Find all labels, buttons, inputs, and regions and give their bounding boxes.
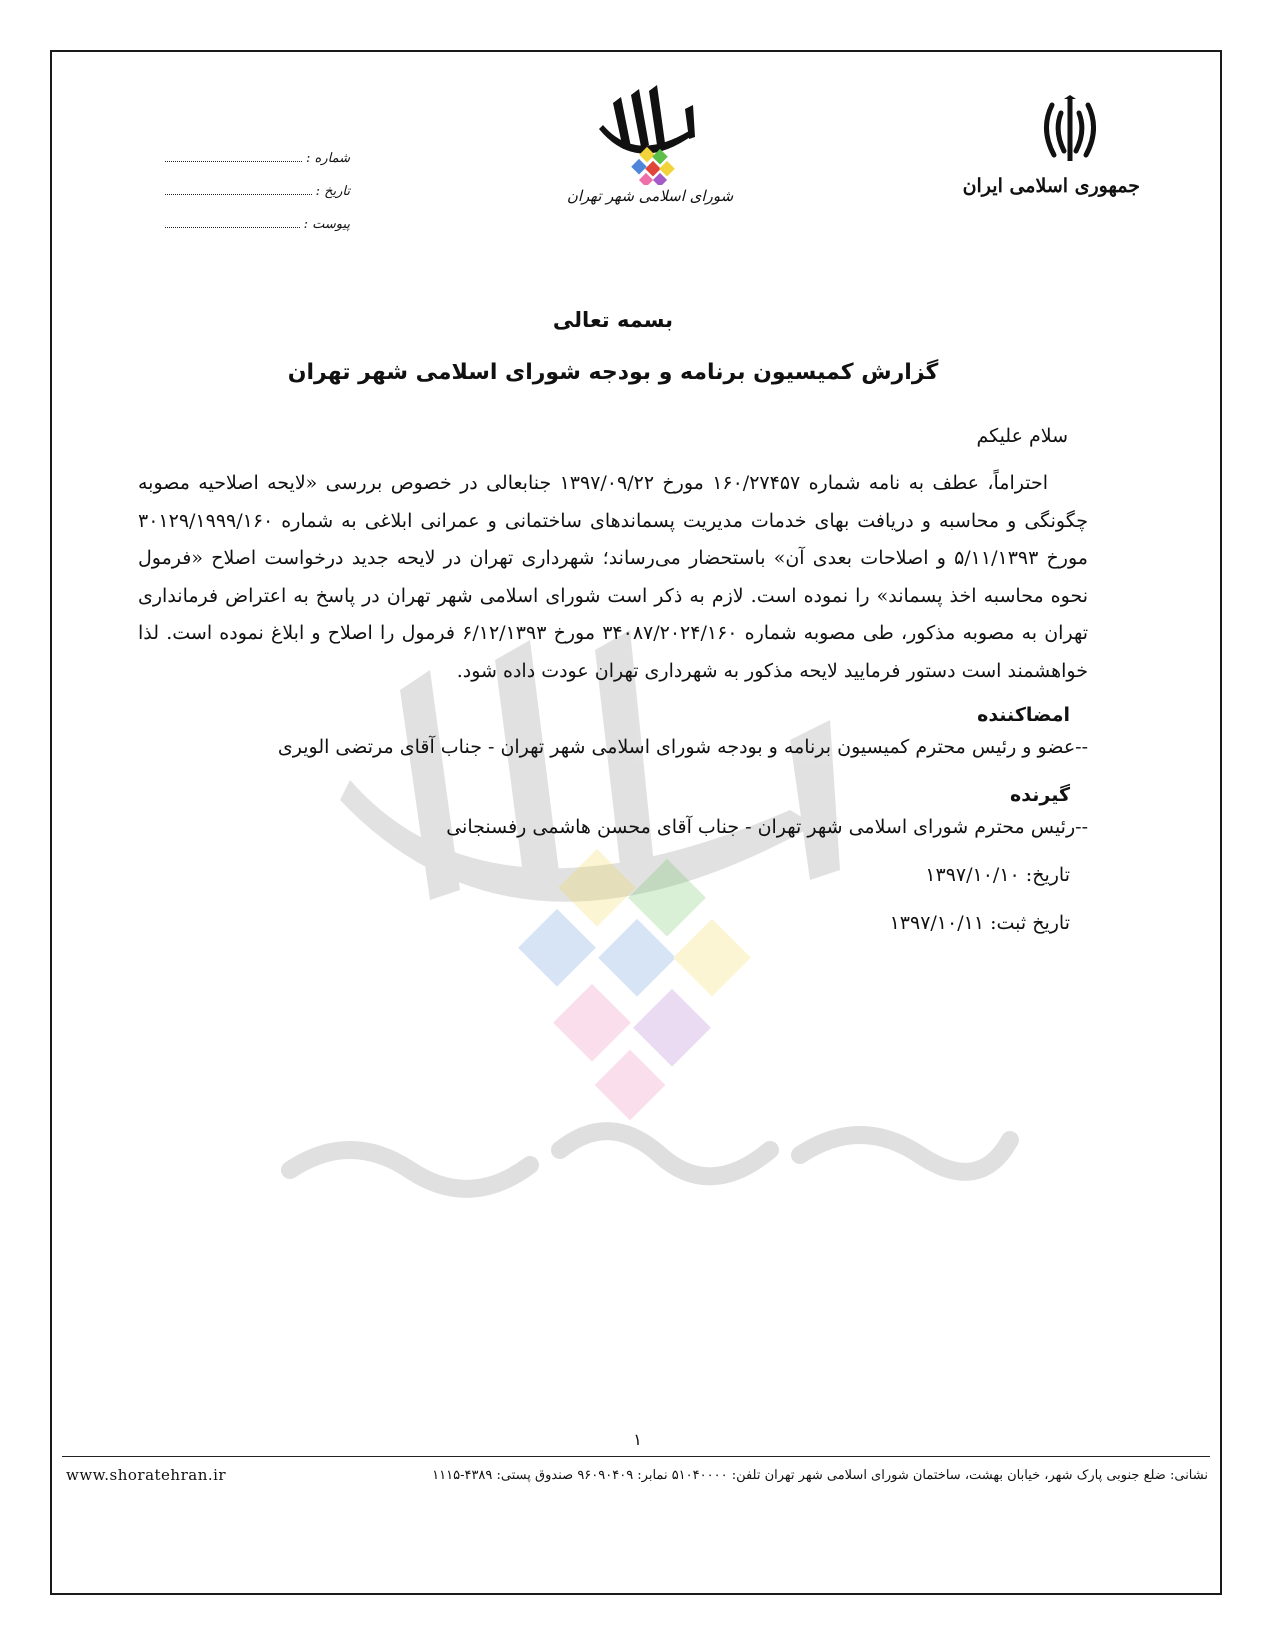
meta-number-label: شماره : <box>306 151 350 166</box>
council-logo-icon <box>585 85 715 185</box>
meta-date-row <box>165 166 350 199</box>
registration-date: تاریخ ثبت: ۱۳۹۷/۱۰/۱۱ <box>889 912 1070 934</box>
meta-attachment-line <box>165 227 300 228</box>
basmala: بسمه تعالی <box>552 308 674 332</box>
letter-meta <box>165 133 350 232</box>
letter-date: تاریخ: ۱۳۹۷/۱۰/۱۰ <box>925 864 1070 886</box>
document-title: گزارش کمیسیون برنامه و بودجه شورای اسلامی شهر تهران <box>287 360 939 385</box>
footer <box>66 1466 1208 1484</box>
meta-number-line <box>165 161 302 162</box>
footer-address: نشانی: ضلع جنوبی پارک شهر، خیابان بهشت، ساختمان شورای اسلامی شهر تهران تلفن: ۵۱۰۴۰۰۰۰ نمابر: ۹۶۰۹۰۴۰۹ صندوق پستی: ۴۳۸۹-۱۱۱۵ <box>432 1467 1208 1483</box>
recipient-heading: گیرنده <box>1010 784 1070 806</box>
iran-emblem-icon <box>1038 95 1102 167</box>
meta-date-label: تاریخ : <box>315 184 350 199</box>
recipient-line: --رئیس محترم شورای اسلامی شهر تهران - جناب آقای محسن هاشمی رفسنجانی <box>446 816 1088 838</box>
council-caption: شورای اسلامی شهر تهران <box>566 187 734 205</box>
signatory-line: --عضو و رئیس محترم کمیسیون برنامه و بودجه شورای اسلامی شهر تهران - جناب آقای مرتضی الویری <box>277 736 1088 758</box>
body-paragraph: احتراماً، عطف به نامه شماره ۱۶۰/۲۷۴۵۷ مورخ ۱۳۹۷/۰۹/۲۲ جنابعالی در خصوص بررسی «لایحه اصلاحیه مصوبه چگونگی و محاسبه و دریافت بهای خدمات مدیریت پسماندهای ساختمانی و عمرانی ابلاغی به شماره ۳۰۱۲۹/۱۹۹۹/۱۶۰ مورخ ۵/۱۱/۱۳۹۳ و اصلاحات بعدی آن» باستحضار می‌رساند؛ شهرداری تهران در لایحه جدید درخواست اصلاح «فرمول نحوه محاسبه اخذ پسماند» را نموده است. لازم به ذکر است شورای اسلامی شهر تهران در پاسخ به اعتراض فرمانداری تهران به مصوبه مذکور، طی مصوبه شماره ۳۴۰۸۷/۲۰۲۴/۱۶۰ مورخ ۶/۱۲/۱۳۹۳ فرمول را اصلاح و ابلاغ نموده است. لذا خواهشمند است دستور فرمایید لایحه مذکور به شهرداری تهران عودت داده شود. <box>138 472 1088 682</box>
meta-date-line <box>165 194 312 195</box>
letter-content <box>138 300 1088 934</box>
page-number: ۱ <box>633 1430 642 1449</box>
signatories-heading: امضاکننده <box>977 704 1070 726</box>
emblem-caption: جمهوری اسلامی ایران <box>962 175 1140 197</box>
footer-divider <box>62 1456 1210 1457</box>
meta-attachment-row <box>165 199 350 232</box>
council-logo <box>565 85 735 205</box>
greeting: سلام علیکم <box>976 425 1068 447</box>
footer-website-link[interactable]: www.shoratehran.ir <box>66 1466 227 1484</box>
meta-number-row <box>165 133 350 166</box>
meta-attachment-label: پیوست : <box>303 217 350 232</box>
emblem-block <box>962 95 1140 197</box>
